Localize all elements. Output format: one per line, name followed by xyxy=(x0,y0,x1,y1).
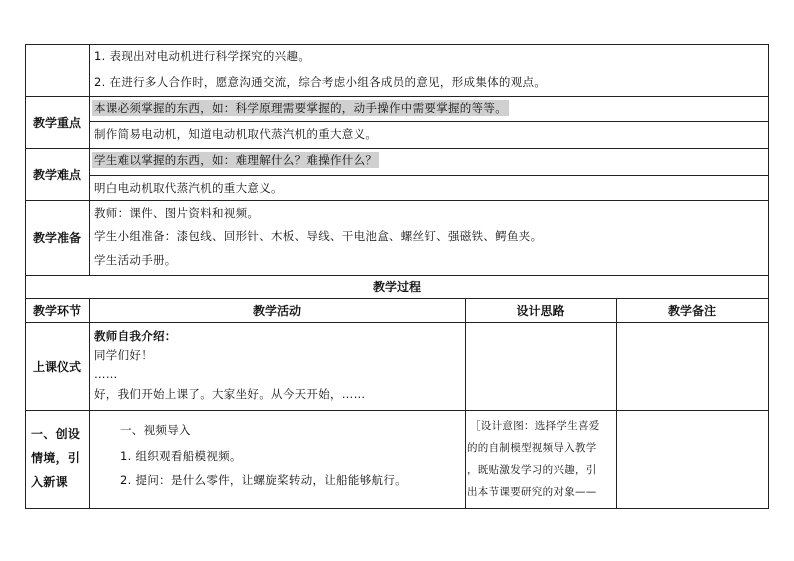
header-design: 设计思路 xyxy=(516,303,565,318)
header-notes: 教学备注 xyxy=(667,303,716,318)
rule-col2 xyxy=(465,298,466,509)
difficulties-line-1 xyxy=(92,152,379,168)
rule-col1-lower xyxy=(89,298,90,509)
key-points-label: 教学重点 xyxy=(32,115,81,130)
rule-after-goals xyxy=(25,96,769,97)
process-title: 教学过程 xyxy=(372,280,421,294)
header-activity: 教学活动 xyxy=(252,303,301,318)
preparation-line-1: 教师：课件、图片资料和视频。 xyxy=(94,206,260,220)
key-points-line-2: 制作简易电动机，知道电动机取代蒸汽机的重大意义。 xyxy=(94,127,378,141)
rule-key-mid xyxy=(89,121,769,122)
opening-line-2: 同学们好！ xyxy=(94,348,153,362)
intro-step-2: 2. 提问：是什么零件，让螺旋桨转动，让船能够航行。 xyxy=(120,473,407,487)
key-points-line-1 xyxy=(92,100,509,116)
design-line-4: 出本节课要研究的对象—— xyxy=(467,486,597,498)
rule-after-opening xyxy=(25,410,769,411)
header-stage: 教学环节 xyxy=(32,303,81,318)
design-line-2: 的的自制模型视频导入教学 xyxy=(467,442,597,454)
rule-top xyxy=(25,44,769,45)
rule-after-diff xyxy=(25,200,769,201)
difficulties-highlight: 学生难以掌握的东西，如：难理解什么？难操作什么？ xyxy=(94,153,378,167)
intro-step-1: 1. 组织观看船模视频。 xyxy=(120,449,242,463)
rule-col1-upper xyxy=(89,44,90,276)
opening-line-3: …… xyxy=(94,367,118,381)
opening-label: 上课仪式 xyxy=(32,359,81,374)
goal-item-1: 1. 表现出对电动机进行科学探究的兴趣。 xyxy=(94,49,311,63)
opening-line-4: 好，我们开始上课了。大家坐好。从今天开始，…… xyxy=(94,387,366,401)
intro-label-1: 一、创设 xyxy=(31,427,81,441)
preparation-line-2: 学生小组准备：漆包线、回形针、木板、导线、干电池盒、螺丝钉、强磁铁、鳄鱼夹。 xyxy=(94,229,543,243)
preparation-label: 教学准备 xyxy=(32,231,81,245)
intro-label-3: 入新课 xyxy=(31,475,68,489)
rule-col3 xyxy=(616,298,617,509)
intro-label-2: 情境，引 xyxy=(31,451,81,465)
rule-bottom xyxy=(25,508,769,509)
difficulties-label: 教学难点 xyxy=(32,167,81,182)
key-points-highlight: 本课必须掌握的东西，如：科学原理需要掌握的，动手操作中需要掌握的等等。 xyxy=(94,101,507,115)
opening-line-1: 教师自我介绍： xyxy=(94,329,177,343)
rule-diff-mid xyxy=(89,175,769,176)
design-line-3: ，既贴激发学习的兴趣，引 xyxy=(467,464,597,476)
goal-item-2: 2. 在进行多人合作时，愿意沟通交流，综合考虑小组各成员的意见，形成集体的观点。 xyxy=(94,75,547,89)
design-line-1: ［设计意图：选择学生喜爱 xyxy=(470,420,600,432)
rule-after-headers xyxy=(25,322,769,323)
preparation-line-3: 学生活动手册。 xyxy=(94,253,177,267)
intro-heading: 一、视频导入 xyxy=(120,423,191,437)
rule-after-key xyxy=(25,148,769,149)
difficulties-line-2: 明白电动机取代蒸汽机的重大意义。 xyxy=(94,181,283,195)
